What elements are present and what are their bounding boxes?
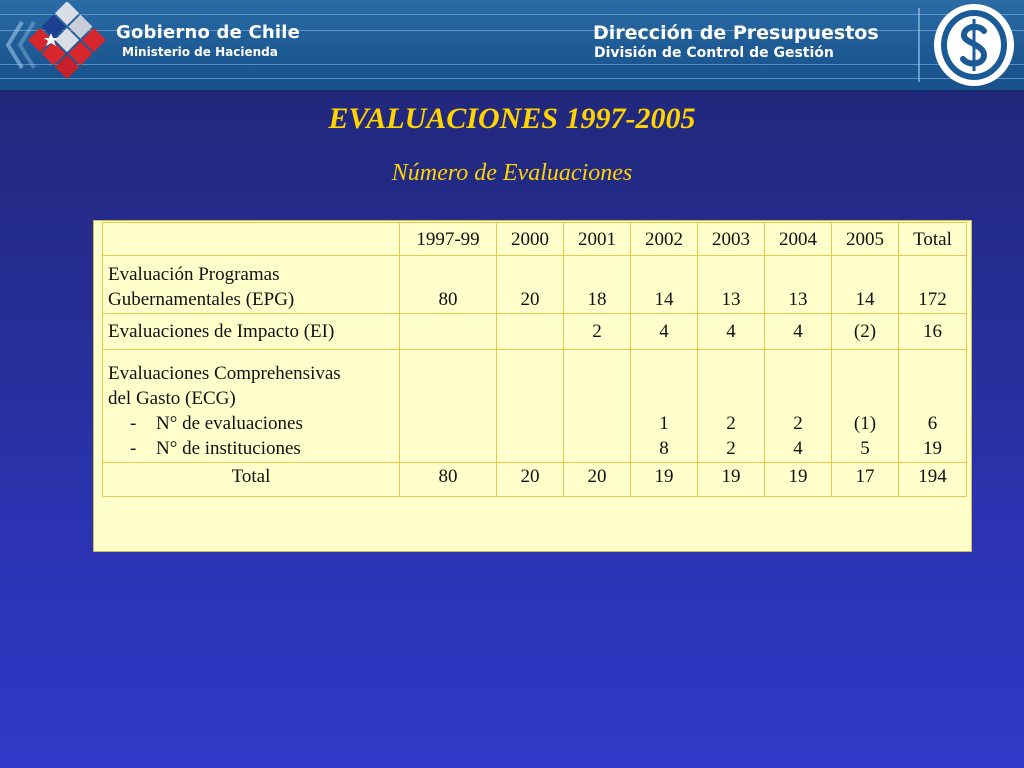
gobierno-logo-icon (22, 2, 112, 88)
header-banner (0, 0, 1024, 91)
column-header: 1997-99 (400, 223, 497, 256)
table-cell (400, 314, 497, 350)
table-cell: 172 (899, 256, 967, 314)
cell-value: 2 (726, 438, 736, 459)
table-cell (497, 350, 564, 463)
gov-title: Gobierno de Chile (116, 22, 301, 43)
column-header: 2002 (631, 223, 698, 256)
table-cell: 16 (899, 314, 967, 350)
header-stripe (0, 78, 1024, 79)
column-header: 2000 (497, 223, 564, 256)
gov-subtitle: Ministerio de Hacienda (122, 45, 278, 59)
column-header (103, 223, 400, 256)
table-cell: 80 (400, 256, 497, 314)
cell-value: 5 (860, 438, 870, 459)
cell-value: 8 (659, 438, 669, 459)
table-cell: 2 (564, 314, 631, 350)
table-header-row (103, 223, 967, 256)
table-cell: (2) (832, 314, 899, 350)
table-cell: 80 (400, 463, 497, 497)
row-label-line: Evaluaciones de Impacto (EI) (108, 321, 335, 342)
cell-value: 6 (927, 413, 938, 434)
table-cell: 18 (564, 256, 631, 314)
column-header: 2003 (698, 223, 765, 256)
column-header: 2001 (564, 223, 631, 256)
column-header: Total (899, 223, 967, 256)
row-label: Total (103, 463, 400, 497)
sub-item-dash: - (130, 438, 137, 459)
cell-value: 2 (793, 413, 803, 434)
sub-item-label (108, 436, 394, 461)
sub-item-text: N° de evaluaciones (156, 413, 303, 434)
table-cell: 19 (631, 463, 698, 497)
header-divider (918, 8, 920, 82)
row-label-line: Evaluaciones Comprehensivas (108, 363, 341, 384)
column-header: 2004 (765, 223, 832, 256)
sub-item-dash: - (130, 413, 137, 434)
page-subtitle: Número de Evaluaciones (391, 160, 633, 186)
table-cell: 20 (497, 256, 564, 314)
evaluations-table (102, 222, 967, 497)
table-row (103, 350, 967, 463)
row-label (103, 314, 400, 350)
table-cell: 14 (832, 256, 899, 314)
row-label (103, 350, 400, 463)
table-cell: 4 (698, 314, 765, 350)
sub-item-label (108, 411, 394, 436)
table-cell: 194 (899, 463, 967, 497)
table-row (103, 314, 967, 350)
row-label (103, 256, 400, 314)
table-panel (93, 220, 972, 552)
table-cell: 20 (564, 463, 631, 497)
table-cell (899, 350, 967, 463)
row-label-line: Gubernamentales (EPG) (108, 289, 295, 310)
table-cell (765, 350, 832, 463)
table-total-row (103, 463, 967, 497)
table-cell (564, 350, 631, 463)
table-cell: 20 (497, 463, 564, 497)
table-row (103, 256, 967, 314)
table-cell: 4 (631, 314, 698, 350)
header-stripe (0, 64, 1024, 65)
sub-item-text: N° de instituciones (156, 438, 301, 459)
presupuestos-seal-icon (932, 3, 1016, 87)
table-cell (698, 350, 765, 463)
table-cell: 14 (631, 256, 698, 314)
cell-value: 1 (659, 413, 669, 434)
table-cell (497, 314, 564, 350)
table-cell (631, 350, 698, 463)
page-title: EVALUACIONES 1997-2005 (328, 102, 696, 135)
table-cell: 19 (765, 463, 832, 497)
table-cell: 13 (765, 256, 832, 314)
cell-value: (1) (853, 413, 877, 434)
table-cell (400, 350, 497, 463)
table-cell: 4 (765, 314, 832, 350)
row-label-line: Evaluación Programas (108, 264, 280, 285)
cell-value: 4 (793, 438, 803, 459)
header-stripe (0, 14, 1024, 15)
table-cell: 19 (698, 463, 765, 497)
cell-value: 19 (923, 438, 942, 459)
cell-value: 2 (726, 413, 736, 434)
dir-subtitle: División de Control de Gestión (594, 45, 834, 61)
dir-title: Dirección de Presupuestos (593, 22, 879, 44)
column-header: 2005 (832, 223, 899, 256)
table-cell (832, 350, 899, 463)
row-label-line: del Gasto (ECG) (108, 388, 236, 409)
table-cell: 13 (698, 256, 765, 314)
table-cell: 17 (832, 463, 899, 497)
